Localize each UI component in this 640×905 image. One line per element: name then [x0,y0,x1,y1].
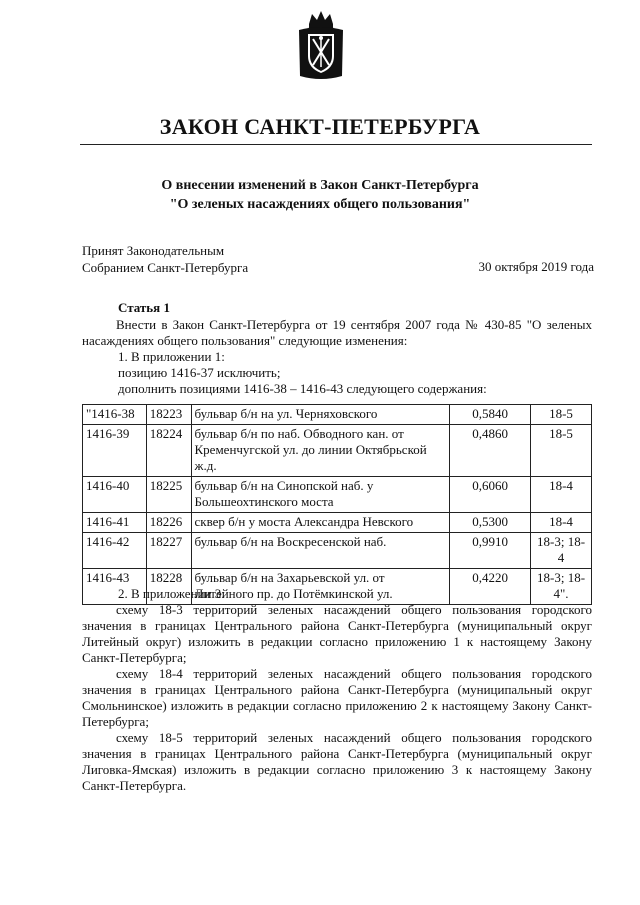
scheme-18-3-text: схему 18-3 территорий зеленых насаждений общего пользования городского значения в границах Центрального района Санкт-Петербурга (муниципальный округ Литейный округ) изложить в редакции согласно приложению 1 к настоящему Закону Санкт-Петербурга; [82,602,592,665]
subtitle-line-1: О внесении изменений в Закон Санкт-Петербурга [161,178,479,193]
area-cell: 0,5840 [450,405,531,425]
number-cell: 18224 [146,425,191,477]
position-cell: 1416-40 [83,477,147,513]
law-subtitle [0,176,640,214]
law-title: ЗАКОН САНКТ-ПЕТЕРБУРГА [159,114,481,139]
scheme-cell: 18-3; 18-4". [531,569,592,605]
number-cell: 18223 [146,405,191,425]
scheme-cell: 18-4 [531,477,592,513]
title-divider [80,144,592,145]
scheme-18-5-text: схему 18-5 территорий зеленых насаждений общего пользования городского значения в границах Центрального района Санкт-Петербурга (муниципальный округ Лиговка-Ямская) изложить в редакции согласно приложению 3 к настоящему Закону Санкт-Петербурга. [82,730,592,793]
number-cell: 18227 [146,533,191,569]
number-cell: 18226 [146,513,191,533]
article-1-intro: Внести в Закон Санкт-Петербурга от 19 сентября 2007 года № 430-85 "О зеленых насаждениях общего пользования" следующие изменения: [82,317,592,348]
number-cell: 18225 [146,477,191,513]
table-row [83,513,592,533]
scheme-cell: 18-4 [531,513,592,533]
adoption-date: 30 октября 2019 года [478,259,594,274]
area-cell: 0,9910 [450,533,531,569]
name-cell: бульвар б/н на Захарьевской ул. от Литейного пр. до Потёмкинской ул. [191,569,450,605]
area-cell: 0,4220 [450,569,531,605]
area-cell: 0,5300 [450,513,531,533]
position-cell: 1416-42 [83,533,147,569]
name-cell: бульвар б/н на ул. Черняховского [191,405,450,425]
name-cell: сквер б/н у моста Александра Невского [191,513,450,533]
spb-coat-of-arms-icon [296,10,346,82]
item-2-heading: 2. В приложении 3: [118,586,225,601]
table-row [83,425,592,477]
area-cell: 0,6060 [450,477,531,513]
table-row [83,477,592,513]
exclude-position-text: позицию 1416-37 исключить; [118,365,281,380]
name-cell: бульвар б/н на Воскресенской наб. [191,533,450,569]
add-positions-text: дополнить позициями 1416-38 – 1416-43 следующего содержания: [118,381,487,396]
name-cell: бульвар б/н на Синопской наб. у Большеохтинского моста [191,477,450,513]
scheme-cell: 18-5 [531,425,592,477]
adoption-line-1: Принят Законодательным [82,243,225,258]
area-cell: 0,4860 [450,425,531,477]
table-row [83,533,592,569]
name-cell: бульвар б/н по наб. Обводного кан. от Кременчугской ул. до линии Октябрьской ж.д. [191,425,450,477]
positions-table [82,404,592,605]
scheme-cell: 18-3; 18-4 [531,533,592,569]
adoption-statement [82,242,248,276]
position-cell: "1416-38 [83,405,147,425]
table-row [83,405,592,425]
scheme-cell: 18-5 [531,405,592,425]
article-1-heading: Статья 1 [118,300,170,315]
subtitle-line-2: "О зеленых насаждениях общего пользования" [169,197,471,212]
item-1-heading: 1. В приложении 1: [118,349,225,364]
adoption-line-2: Собранием Санкт-Петербурга [82,260,249,275]
position-cell: 1416-39 [83,425,147,477]
number-cell: 18228 [146,569,191,605]
position-cell: 1416-43 [83,569,147,605]
scheme-18-4-text: схему 18-4 территорий зеленых насаждений общего пользования городского значения в границах Центрального района Санкт-Петербурга (муниципальный округ Смольнинское) изложить в редакции согласно приложению 2 к настоящему Закону Санкт-Петербурга; [82,666,592,729]
position-cell: 1416-41 [83,513,147,533]
